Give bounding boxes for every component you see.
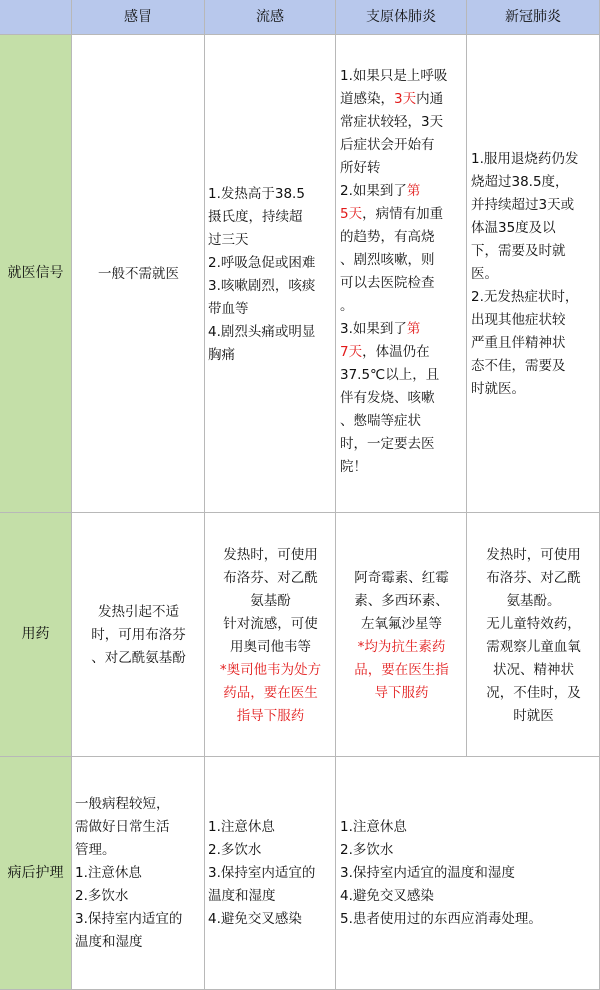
signal-covid-line: 下，需要及时就 (471, 243, 566, 259)
header-flu: 流感 (205, 0, 336, 35)
cell-medication-mycoplasma (336, 513, 467, 757)
medication-covid-line: 需观察儿童血氧 (486, 639, 581, 655)
care-shared-text (340, 816, 542, 931)
medication-covid-line: 布洛芬、对乙酰 (486, 570, 581, 586)
signal-covid-line: 并持续超过3天或 (471, 197, 575, 213)
medication-flu-note-line: *奥司他韦为处方 (219, 662, 322, 678)
signal-myco-seg: 3.如果到了 (340, 321, 407, 337)
signal-covid-line: 时就医。 (471, 381, 525, 397)
signal-myco-line: 后症状会开始有 (340, 137, 435, 153)
cell-care-flu (205, 757, 336, 990)
medication-flu-line: 布洛芬、对乙酰 (223, 570, 318, 586)
signal-flu-line: 带血等 (208, 301, 249, 317)
row-label-medication-text: 用药 (21, 626, 50, 642)
care-flu-line: 2.多饮水 (208, 842, 262, 858)
medication-cold-line: 时，可用布洛芬 (91, 627, 186, 643)
signal-myco-line: 常症状较轻，3天 (340, 114, 444, 130)
signal-covid-line: 出现其他症状较 (471, 312, 566, 328)
signal-covid-line: 烧超过38.5度， (471, 174, 569, 190)
signal-myco-line: 时，一定要去医 (340, 436, 435, 452)
care-flu-line: 温度和湿度 (208, 888, 276, 904)
signal-covid-line: 体温35度及以 (471, 220, 556, 236)
medication-covid-line: 无儿童特效药， (486, 616, 581, 632)
row-label-care-text: 病后护理 (7, 864, 64, 881)
signal-covid-line: 2.无发热症状时， (471, 289, 579, 305)
medication-myco-line: 左氧氟沙星等 (361, 616, 442, 632)
signal-myco-line: 院！ (340, 459, 367, 475)
signal-covid-line: 严重且伴精神状 (471, 335, 566, 351)
cell-care-shared (336, 757, 600, 990)
signal-myco-red-days: 5天 (340, 206, 363, 222)
signal-myco-seg: 内通 (416, 91, 444, 107)
signal-flu-line: 2.呼吸急促或困难 (208, 255, 316, 271)
medication-myco-line: 阿奇霉素、红霉 (354, 570, 449, 586)
care-cold-line: 2.多饮水 (75, 888, 129, 904)
medication-flu-note-line: 指导下服药 (236, 708, 305, 724)
cell-care-cold (72, 757, 205, 990)
signal-covid-text (471, 148, 578, 401)
signal-myco-red-di: 第 (406, 321, 421, 337)
header-corner-cell (0, 0, 72, 35)
medication-covid-line: 时就医 (513, 708, 554, 724)
care-shared-line: 3.保持室内适宜的温度和湿度 (340, 865, 515, 881)
signal-myco-line: 。 (340, 298, 354, 314)
signal-cold-text: 一般不需就医 (98, 266, 179, 282)
signal-myco-seg: 道感染， (340, 91, 394, 107)
cell-medication-cold (72, 513, 205, 757)
signal-flu-line: 胸痛 (208, 347, 235, 363)
care-shared-line: 4.避免交叉感染 (340, 888, 434, 904)
care-flu-line: 1.注意休息 (208, 819, 275, 835)
signal-myco-red-days: 3天 (394, 91, 417, 107)
row-label-signal (0, 35, 72, 513)
medication-myco-line: 素、多西环素、 (354, 593, 449, 609)
care-shared-line: 1.注意休息 (340, 819, 407, 835)
medication-flu-text (205, 544, 336, 728)
signal-myco-line: 37.5℃以上，且 (340, 367, 440, 383)
header-cold: 感冒 (72, 0, 205, 35)
care-shared-line: 5.患者使用过的东西应消毒处理。 (340, 911, 542, 927)
care-cold-text (75, 793, 182, 954)
signal-flu-line: 1.发热高于38.5 (208, 186, 305, 202)
medication-covid-line: 发热时，可使用 (486, 547, 581, 563)
care-cold-line: 一般病程较短， (75, 796, 170, 812)
care-shared-line: 2.多饮水 (340, 842, 394, 858)
signal-myco-line (340, 180, 447, 203)
medication-flu-line: 针对流感，可使 (223, 616, 318, 632)
header-covid: 新冠肺炎 (467, 0, 600, 35)
care-flu-line: 3.保持室内适宜的 (208, 865, 316, 881)
signal-myco-line (340, 318, 447, 341)
signal-flu-line: 过三天 (208, 232, 249, 248)
care-cold-line: 需做好日常生活 (75, 819, 170, 835)
medication-myco-note-line: 导下服药 (374, 685, 429, 701)
signal-covid-line: 医。 (471, 266, 498, 282)
signal-myco-seg: 2.如果到了 (340, 183, 407, 199)
signal-mycoplasma-text (340, 65, 447, 479)
medication-flu-line: 用奥司他韦等 (230, 639, 311, 655)
cell-signal-cold (72, 35, 205, 513)
care-flu-text (208, 816, 315, 931)
signal-flu-line: 摄氏度，持续超 (208, 209, 303, 225)
signal-myco-line (340, 203, 447, 226)
signal-myco-line: 伴有发烧、咳嗽 (340, 390, 435, 406)
signal-myco-line (340, 341, 447, 364)
medication-covid-line: 状况、精神状 (493, 662, 574, 678)
medication-myco-note-line: 品，要在医生指 (354, 662, 449, 678)
care-cold-line: 3.保持室内适宜的 (75, 911, 183, 927)
care-cold-line: 1.注意休息 (75, 865, 142, 881)
medication-mycoplasma-text (336, 567, 467, 705)
signal-myco-line: 的趋势，有高烧 (340, 229, 435, 245)
medication-covid-line: 况，不佳时，及 (486, 685, 581, 701)
signal-myco-line: 1.如果只是上呼吸 (340, 68, 448, 84)
signal-myco-seg: ，病情有加重 (362, 206, 444, 222)
medication-flu-line: 发热时，可使用 (223, 547, 318, 563)
medication-cold-text (72, 601, 205, 670)
signal-myco-red-days: 7天 (340, 344, 363, 360)
care-flu-line: 4.避免交叉感染 (208, 911, 302, 927)
row-label-medication (0, 513, 72, 757)
medication-cold-line: 发热引起不适 (98, 604, 179, 620)
signal-myco-red-di: 第 (406, 183, 421, 199)
signal-myco-line: 、憋喘等症状 (340, 413, 421, 429)
medication-myco-note-line: *均为抗生素药 (357, 639, 446, 655)
medication-covid-line: 氨基酚。 (506, 593, 561, 609)
cell-medication-covid (467, 513, 600, 757)
care-cold-line: 温度和湿度 (75, 934, 143, 950)
medication-covid-text (467, 544, 600, 728)
signal-flu-line: 3.咳嗽剧烈，咳痰 (208, 278, 316, 294)
medication-cold-line: 、对乙酰氨基酚 (91, 650, 186, 666)
care-cold-line: 管理。 (75, 842, 116, 858)
medication-flu-line: 氨基酚 (250, 593, 291, 609)
signal-covid-line: 1.服用退烧药仍发 (471, 151, 579, 167)
signal-myco-line (340, 88, 447, 111)
signal-myco-line: 所好转 (340, 160, 381, 176)
cell-signal-covid (467, 35, 600, 513)
signal-myco-line: 可以去医院检查 (340, 275, 435, 291)
signal-flu-text (208, 183, 315, 367)
row-label-care (0, 757, 72, 990)
signal-flu-line: 4.剧烈头痛或明显 (208, 324, 316, 340)
cell-medication-flu (205, 513, 336, 757)
row-label-signal-text: 就医信号 (7, 265, 64, 281)
cell-signal-mycoplasma (336, 35, 467, 513)
signal-myco-line: 、剧烈咳嗽，则 (340, 252, 435, 268)
signal-myco-seg: ，体温仍在 (362, 344, 430, 360)
signal-covid-line: 态不佳，需要及 (471, 358, 566, 374)
cell-signal-flu (205, 35, 336, 513)
medication-flu-note-line: 药品，要在医生 (223, 685, 318, 701)
header-mycoplasma: 支原体肺炎 (336, 0, 467, 35)
